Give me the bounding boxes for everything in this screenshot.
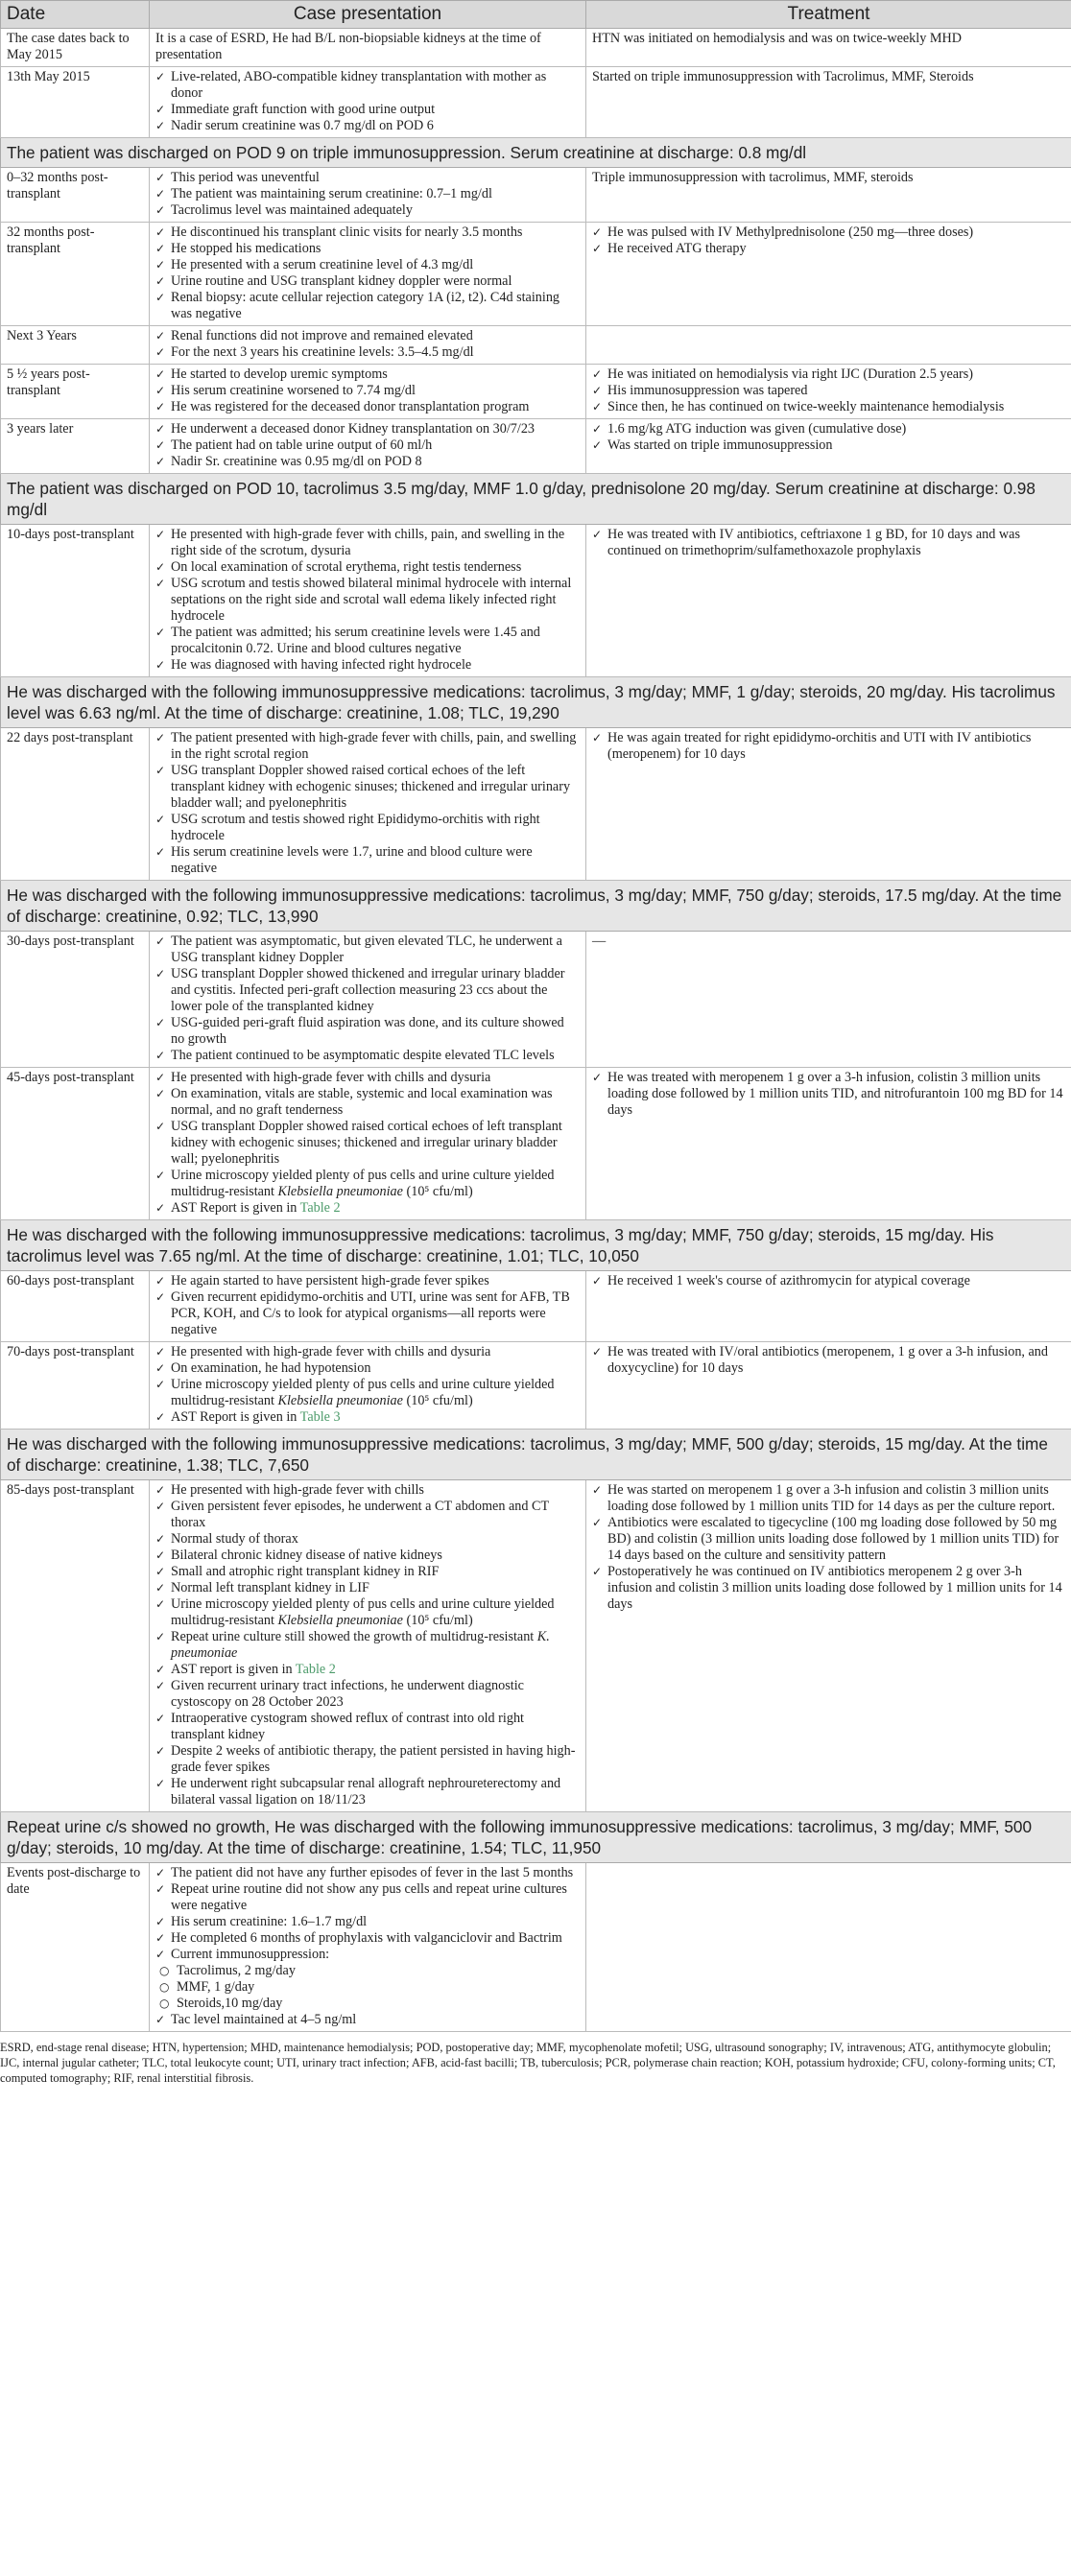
- bullet-list: [155, 1482, 580, 1808]
- date-cell: 10-days post-transplant: [1, 525, 150, 677]
- treatment-cell: [586, 1480, 1071, 1812]
- list-item: ✓ He presented with high-grade fever with chills and dysuria: [155, 1344, 580, 1360]
- treatment-cell: [586, 1068, 1071, 1220]
- list-item: ✓ The patient did not have any further episodes of fever in the last 5 months: [155, 1865, 580, 1881]
- table-row: [1, 932, 1071, 1068]
- list-item: ✓ His immunosuppression was tapered: [592, 383, 1065, 399]
- case-cell: [150, 728, 586, 881]
- case-cell: It is a case of ESRD, He had B/L non-biopsiable kidneys at the time of presentation: [150, 29, 586, 67]
- list-item: ✓ He received 1 week's course of azithromycin for atypical coverage: [592, 1273, 1065, 1289]
- list-item: ✓ He was treated with IV antibiotics, ceftriaxone 1 g BD, for 10 days and was continued on trimethoprim/sulfamethoxazole prophylaxis: [592, 527, 1065, 559]
- list-item: ✓ Urine microscopy yielded plenty of pus cells and urine culture yielded multidrug-resistant Klebsiella pneumoniae (10⁵ cfu/ml): [155, 1168, 580, 1200]
- bullet-list: [155, 1273, 580, 1338]
- list-item: ✓ He was treated with meropenem 1 g over a 3-h infusion, colistin 3 million units loading dose followed by 1 million units TID, and nitrofurantoin 100 mg BD for 14 days: [592, 1070, 1065, 1119]
- treatment-cell: HTN was initiated on hemodialysis and was on twice-weekly MHD: [586, 29, 1071, 67]
- list-item: ✓ USG scrotum and testis showed right Epididymo-orchitis with right hydrocele: [155, 812, 580, 844]
- bullet-list: [155, 328, 580, 361]
- bullet-list: [155, 225, 580, 322]
- list-item: ✓ Tacrolimus level was maintained adequately: [155, 202, 580, 219]
- list-item: ✓ Small and atrophic right transplant kidney in RIF: [155, 1564, 580, 1580]
- table-row: [1, 326, 1071, 365]
- list-item: ✓ 1.6 mg/kg ATG induction was given (cumulative dose): [592, 421, 1065, 437]
- list-item: ✓ Current immunosuppression:: [155, 1947, 580, 1963]
- bullet-list: [155, 170, 580, 219]
- table-footnote: ESRD, end-stage renal disease; HTN, hypertension; MHD, maintenance hemodialysis; POD, postoperative day; MMF, mycophenolate mofetil; USG, ultrasound sonography; IV, intravenous; ATG, antithymocyte globulin; IJC, internal jugular catheter; TLC, total leukocyte count; UTI, urinary tract infection; AFB, acid-fast bacilli; TB, tuberculosis; PCR, polymerase chain reaction; KOH, potassium hydroxide; CFU, colony-forming units; CT, computed tomography; RIF, renal interstitial fibrosis.: [0, 2041, 1056, 2085]
- date-cell: 13th May 2015: [1, 67, 150, 138]
- case-cell: [150, 419, 586, 474]
- list-item: ✓ His serum creatinine: 1.6–1.7 mg/dl: [155, 1914, 580, 1930]
- list-item: ✓ He presented with high-grade fever with chills: [155, 1482, 580, 1499]
- date-cell: 70-days post-transplant: [1, 1342, 150, 1430]
- list-item: ✓ The patient was asymptomatic, but given elevated TLC, he underwent a USG transplant kidney Doppler: [155, 934, 580, 966]
- list-item: ○ MMF, 1 g/day: [159, 1979, 580, 1996]
- date-cell: 85-days post-transplant: [1, 1480, 150, 1812]
- list-item: ○ Tacrolimus, 2 mg/day: [159, 1963, 580, 1979]
- list-item: ✓ He was initiated on hemodialysis via right IJC (Duration 2.5 years): [592, 366, 1065, 383]
- list-item: ✓ Nadir serum creatinine was 0.7 mg/dl on POD 6: [155, 118, 580, 134]
- list-item: ✓ Normal study of thorax: [155, 1531, 580, 1548]
- list-item: ✓ Urine microscopy yielded plenty of pus cells and urine culture yielded multidrug-resistant Klebsiella pneumoniae (10⁵ cfu/ml): [155, 1596, 580, 1629]
- bullet-list: [155, 69, 580, 134]
- list-item: ✓ Repeat urine culture still showed the growth of multidrug-resistant K. pneumoniae: [155, 1629, 580, 1662]
- list-item: ✓ His serum creatinine levels were 1.7, urine and blood culture were negative: [155, 844, 580, 877]
- list-item: ✓ Antibiotics were escalated to tigecycline (100 mg loading dose followed by 50 mg BD) and colistin (3 million units loading dose followed by 1 million units TID) for 14 days based on the culture and sensitivity pattern: [592, 1515, 1065, 1564]
- list-item: ✓ AST Report is given in Table 2: [155, 1200, 580, 1217]
- list-item: ✓ He was diagnosed with having infected right hydrocele: [155, 657, 580, 674]
- list-item: ✓ Renal functions did not improve and remained elevated: [155, 328, 580, 344]
- date-cell: 22 days post-transplant: [1, 728, 150, 881]
- discharge-summary-row: [1, 881, 1071, 932]
- table-row: [1, 1271, 1071, 1342]
- list-item: ✓ He completed 6 months of prophylaxis with valganciclovir and Bactrim: [155, 1930, 580, 1947]
- case-cell: [150, 1480, 586, 1812]
- list-item: ✓ Intraoperative cystogram showed reflux of contrast into old right transplant kidney: [155, 1711, 580, 1743]
- list-item: ✓ For the next 3 years his creatinine levels: 3.5–4.5 mg/dl: [155, 344, 580, 361]
- list-item: ✓ Live-related, ABO-compatible kidney transplantation with mother as donor: [155, 69, 580, 102]
- case-cell: [150, 326, 586, 365]
- list-item: ✓ Postoperatively he was continued on IV antibiotics meropenem 2 g over 3-h infusion and colistin 3 million units loading dose followed by 1 million units for 14 days: [592, 1564, 1065, 1613]
- discharge-summary: He was discharged with the following immunosuppressive medications: tacrolimus, 3 mg/day; MMF, 500 g/day; steroids, 15 mg/day. At the time of discharge: creatinine, 1.38; TLC, 7,650: [1, 1430, 1071, 1480]
- bullet-list: [592, 225, 1065, 257]
- list-item: ✓ USG transplant Doppler showed thickened and irregular urinary bladder and cystitis. Infected peri-graft collection measuring 23 ccs about the lower pole of the transplanted kidney: [155, 966, 580, 1015]
- bullet-list: [155, 934, 580, 1064]
- case-cell: [150, 1271, 586, 1342]
- treatment-cell: [586, 728, 1071, 881]
- case-cell: [150, 67, 586, 138]
- discharge-summary-row: [1, 677, 1071, 728]
- treatment-cell: [586, 223, 1071, 326]
- discharge-summary: He was discharged with the following immunosuppressive medications: tacrolimus, 3 mg/day; MMF, 750 g/day; steroids, 17.5 mg/day. At the time of discharge: creatinine, 0.92; TLC, 13,990: [1, 881, 1071, 932]
- treatment-cell: Started on triple immunosuppression with Tacrolimus, MMF, Steroids: [586, 67, 1071, 138]
- discharge-summary: The patient was discharged on POD 9 on triple immunosuppression. Serum creatinine at discharge: 0.8 mg/dl: [1, 138, 1071, 168]
- list-item: ✓ Normal left transplant kidney in LIF: [155, 1580, 580, 1596]
- table-row: [1, 1480, 1071, 1812]
- list-item: ✓ He presented with high-grade fever with chills and dysuria: [155, 1070, 580, 1086]
- list-item: ✓ Since then, he has continued on twice-weekly maintenance hemodialysis: [592, 399, 1065, 415]
- date-cell: 30-days post-transplant: [1, 932, 150, 1068]
- list-item: ✓ The patient had on table urine output of 60 ml/h: [155, 437, 580, 454]
- bullet-list: [155, 366, 580, 415]
- list-item: ✓ He was registered for the deceased donor transplantation program: [155, 399, 580, 415]
- table-row: [1, 1068, 1071, 1220]
- list-item: ✓ The patient was admitted; his serum creatinine levels were 1.45 and procalcitonin 0.72. Urine and blood cultures negative: [155, 625, 580, 657]
- bullet-list: [155, 421, 580, 470]
- list-item: ✓ This period was uneventful: [155, 170, 580, 186]
- table-row: [1, 525, 1071, 677]
- list-item: ✓ The patient continued to be asymptomatic despite elevated TLC levels: [155, 1048, 580, 1064]
- list-item: ✓ Despite 2 weeks of antibiotic therapy, the patient persisted in having high-grade fever spikes: [155, 1743, 580, 1776]
- bullet-list: [155, 1070, 580, 1217]
- discharge-summary: The patient was discharged on POD 10, tacrolimus 3.5 mg/day, MMF 1.0 g/day, prednisolone 20 mg/day. Serum creatinine at discharge: 0.98 mg/dl: [1, 474, 1071, 525]
- list-item: ✓ He again started to have persistent high-grade fever spikes: [155, 1273, 580, 1289]
- sub-list: [159, 1963, 580, 2012]
- list-item: ✓ Renal biopsy: acute cellular rejection category 1A (i2, t2). C4d staining was negative: [155, 290, 580, 322]
- discharge-summary-row: [1, 1220, 1071, 1271]
- list-item: ✓ He presented with high-grade fever with chills, pain, and swelling in the right side of the scrotum, dysuria: [155, 527, 580, 559]
- list-item: ✓ Urine microscopy yielded plenty of pus cells and urine culture yielded multidrug-resistant Klebsiella pneumoniae (10⁵ cfu/ml): [155, 1377, 580, 1409]
- list-item: ✓ Immediate graft function with good urine output: [155, 102, 580, 118]
- table-row: [1, 67, 1071, 138]
- list-item: ✓ He was again treated for right epididymo-orchitis and UTI with IV antibiotics (meropenem) for 10 days: [592, 730, 1065, 763]
- treatment-cell: [586, 1342, 1071, 1430]
- discharge-summary: He was discharged with the following immunosuppressive medications: tacrolimus, 3 mg/day; MMF, 750 g/day; steroids, 15 mg/day. His tacrolimus level was 7.65 ng/ml. At the time of discharge: creatinine, 1.01; TLC, 10,050: [1, 1220, 1071, 1271]
- list-item: ✓ Urine routine and USG transplant kidney doppler were normal: [155, 273, 580, 290]
- treatment-cell: [586, 419, 1071, 474]
- case-cell: [150, 223, 586, 326]
- list-item: ✓ He underwent right subcapsular renal allograft nephroureterectomy and bilateral vassal ligation on 18/11/23: [155, 1776, 580, 1808]
- table-row: [1, 168, 1071, 223]
- list-item: ✓ Was started on triple immunosuppression: [592, 437, 1065, 454]
- list-item: ✓ USG scrotum and testis showed bilateral minimal hydrocele with internal septations on the right side and scrotal wall edema likely infected right hydrocele: [155, 576, 580, 625]
- list-item: ✓ He was started on meropenem 1 g over a 3-h infusion and colistin 3 million units loading dose followed by 1 million units TID for 14 days as per the culture report.: [592, 1482, 1065, 1515]
- list-item: ✓ On examination, he had hypotension: [155, 1360, 580, 1377]
- case-cell: [150, 525, 586, 677]
- header-row: [1, 1, 1071, 29]
- date-cell: 3 years later: [1, 419, 150, 474]
- date-cell: Events post-discharge to date: [1, 1863, 150, 2032]
- treatment-cell: Triple immunosuppression with tacrolimus, MMF, steroids: [586, 168, 1071, 223]
- list-item: ○ Steroids,10 mg/day: [159, 1996, 580, 2012]
- treatment-cell: [586, 1863, 1071, 2032]
- discharge-summary: He was discharged with the following immunosuppressive medications: tacrolimus, 3 mg/day; MMF, 1 g/day; steroids, 20 mg/day. His tacrolimus level was 6.63 ng/ml. At the time of discharge: creatinine, 1.08; TLC, 19,290: [1, 677, 1071, 728]
- list-item: ✓ He received ATG therapy: [592, 241, 1065, 257]
- header-case-presentation: Case presentation: [150, 1, 586, 29]
- list-item: ✓ USG transplant Doppler showed raised cortical echoes of left transplant kidney with echogenic sinuses; thickened and irregular urinary bladder wall; pyelonephritis: [155, 1119, 580, 1168]
- list-item: ✓ The patient was maintaining serum creatinine: 0.7–1 mg/dl: [155, 186, 580, 202]
- table-row: [1, 728, 1071, 881]
- discharge-summary: Repeat urine c/s showed no growth, He was discharged with the following immunosuppressive medications: tacrolimus, 3 mg/day; MMF, 500 g/day; steroids, 10 mg/day. At the time of discharge: creatinine, 1.54; TLC, 11,950: [1, 1812, 1071, 1863]
- header-treatment: Treatment: [586, 1, 1071, 29]
- table-reference-link[interactable]: Table 2: [295, 1662, 336, 1677]
- list-item: ✓ AST Report is given in Table 3: [155, 1409, 580, 1426]
- date-cell: 5 ½ years post-transplant: [1, 365, 150, 419]
- discharge-summary-row: [1, 138, 1071, 168]
- discharge-summary-row: [1, 1812, 1071, 1863]
- table-row: [1, 1342, 1071, 1430]
- header-date: Date: [1, 1, 150, 29]
- discharge-summary-row: [1, 474, 1071, 525]
- list-item: ✓ His serum creatinine worsened to 7.74 mg/dl: [155, 383, 580, 399]
- list-item: ✓ Bilateral chronic kidney disease of native kidneys: [155, 1548, 580, 1564]
- table-row: [1, 419, 1071, 474]
- list-item: ✓ He was pulsed with IV Methylprednisolone (250 mg—three doses): [592, 225, 1065, 241]
- list-item: ✓ Tac level maintained at 4–5 ng/ml: [155, 2012, 580, 2028]
- table-row: [1, 1863, 1071, 2032]
- bullet-list: [592, 1482, 1065, 1613]
- case-cell: [150, 168, 586, 223]
- list-item: ✓ Given recurrent urinary tract infections, he underwent diagnostic cystoscopy on 28 October 2023: [155, 1678, 580, 1711]
- list-item: ✓ He presented with a serum creatinine level of 4.3 mg/dl: [155, 257, 580, 273]
- table-row: [1, 365, 1071, 419]
- case-cell: [150, 932, 586, 1068]
- bullet-list: [155, 1865, 580, 1963]
- bullet-list: [155, 527, 580, 674]
- bullet-list: [592, 1273, 1065, 1289]
- treatment-cell: [586, 525, 1071, 677]
- date-cell: The case dates back to May 2015: [1, 29, 150, 67]
- treatment-cell: [586, 1271, 1071, 1342]
- case-cell: [150, 1342, 586, 1430]
- bullet-list: [592, 366, 1065, 415]
- list-item: ✓ USG transplant Doppler showed raised cortical echoes of the left transplant kidney with echogenic sinuses; thickened and irregular urinary bladder wall; and pyelonephritis: [155, 763, 580, 812]
- bullet-list: [592, 421, 1065, 454]
- list-item: ✓ Given recurrent epididymo-orchitis and UTI, urine was sent for AFB, TB PCR, KOH, and C/s to look for atypical organisms—all reports were negative: [155, 1289, 580, 1338]
- date-cell: Next 3 Years: [1, 326, 150, 365]
- date-cell: 32 months post-transplant: [1, 223, 150, 326]
- case-cell: [150, 1068, 586, 1220]
- table-reference-link[interactable]: Table 3: [299, 1409, 341, 1425]
- list-item: ✓ Repeat urine routine did not show any pus cells and repeat urine cultures were negative: [155, 1881, 580, 1914]
- table-reference-link[interactable]: Table 2: [299, 1200, 341, 1216]
- treatment-cell: [586, 326, 1071, 365]
- list-item: ✓ On local examination of scrotal erythema, right testis tenderness: [155, 559, 580, 576]
- treatment-cell: —: [586, 932, 1071, 1068]
- bullet-list: [592, 527, 1065, 559]
- list-item: ✓ The patient presented with high-grade fever with chills, pain, and swelling in the right scrotal region: [155, 730, 580, 763]
- list-item: ✓ He stopped his medications: [155, 241, 580, 257]
- list-item: ✓ He was treated with IV/oral antibiotics (meropenem, 1 g over a 3-h infusion, and doxycycline) for 10 days: [592, 1344, 1065, 1377]
- bullet-list: [592, 730, 1065, 763]
- table-row: [1, 29, 1071, 67]
- list-item: ✓ He discontinued his transplant clinic visits for nearly 3.5 months: [155, 225, 580, 241]
- case-cell: [150, 365, 586, 419]
- list-item: ✓ Nadir Sr. creatinine was 0.95 mg/dl on POD 8: [155, 454, 580, 470]
- date-cell: 60-days post-transplant: [1, 1271, 150, 1342]
- bullet-list: [155, 730, 580, 877]
- bullet-list: [155, 2012, 580, 2028]
- treatment-cell: [586, 365, 1071, 419]
- list-item: ✓ Given persistent fever episodes, he underwent a CT abdomen and CT thorax: [155, 1499, 580, 1531]
- bullet-list: [592, 1070, 1065, 1119]
- list-item: ✓ On examination, vitals are stable, systemic and local examination was normal, and no graft tenderness: [155, 1086, 580, 1119]
- list-item: ✓ USG-guided peri-graft fluid aspiration was done, and its culture showed no growth: [155, 1015, 580, 1048]
- table-row: [1, 223, 1071, 326]
- bullet-list: [155, 1344, 580, 1426]
- list-item: ✓ He started to develop uremic symptoms: [155, 366, 580, 383]
- discharge-summary-row: [1, 1430, 1071, 1480]
- date-cell: 45-days post-transplant: [1, 1068, 150, 1220]
- list-item: ✓ He underwent a deceased donor Kidney transplantation on 30/7/23: [155, 421, 580, 437]
- date-cell: 0–32 months post-transplant: [1, 168, 150, 223]
- table-body: [1, 29, 1071, 2032]
- case-cell: [150, 1863, 586, 2032]
- list-item: ✓ AST report is given in Table 2: [155, 1662, 580, 1678]
- bullet-list: [592, 1344, 1065, 1377]
